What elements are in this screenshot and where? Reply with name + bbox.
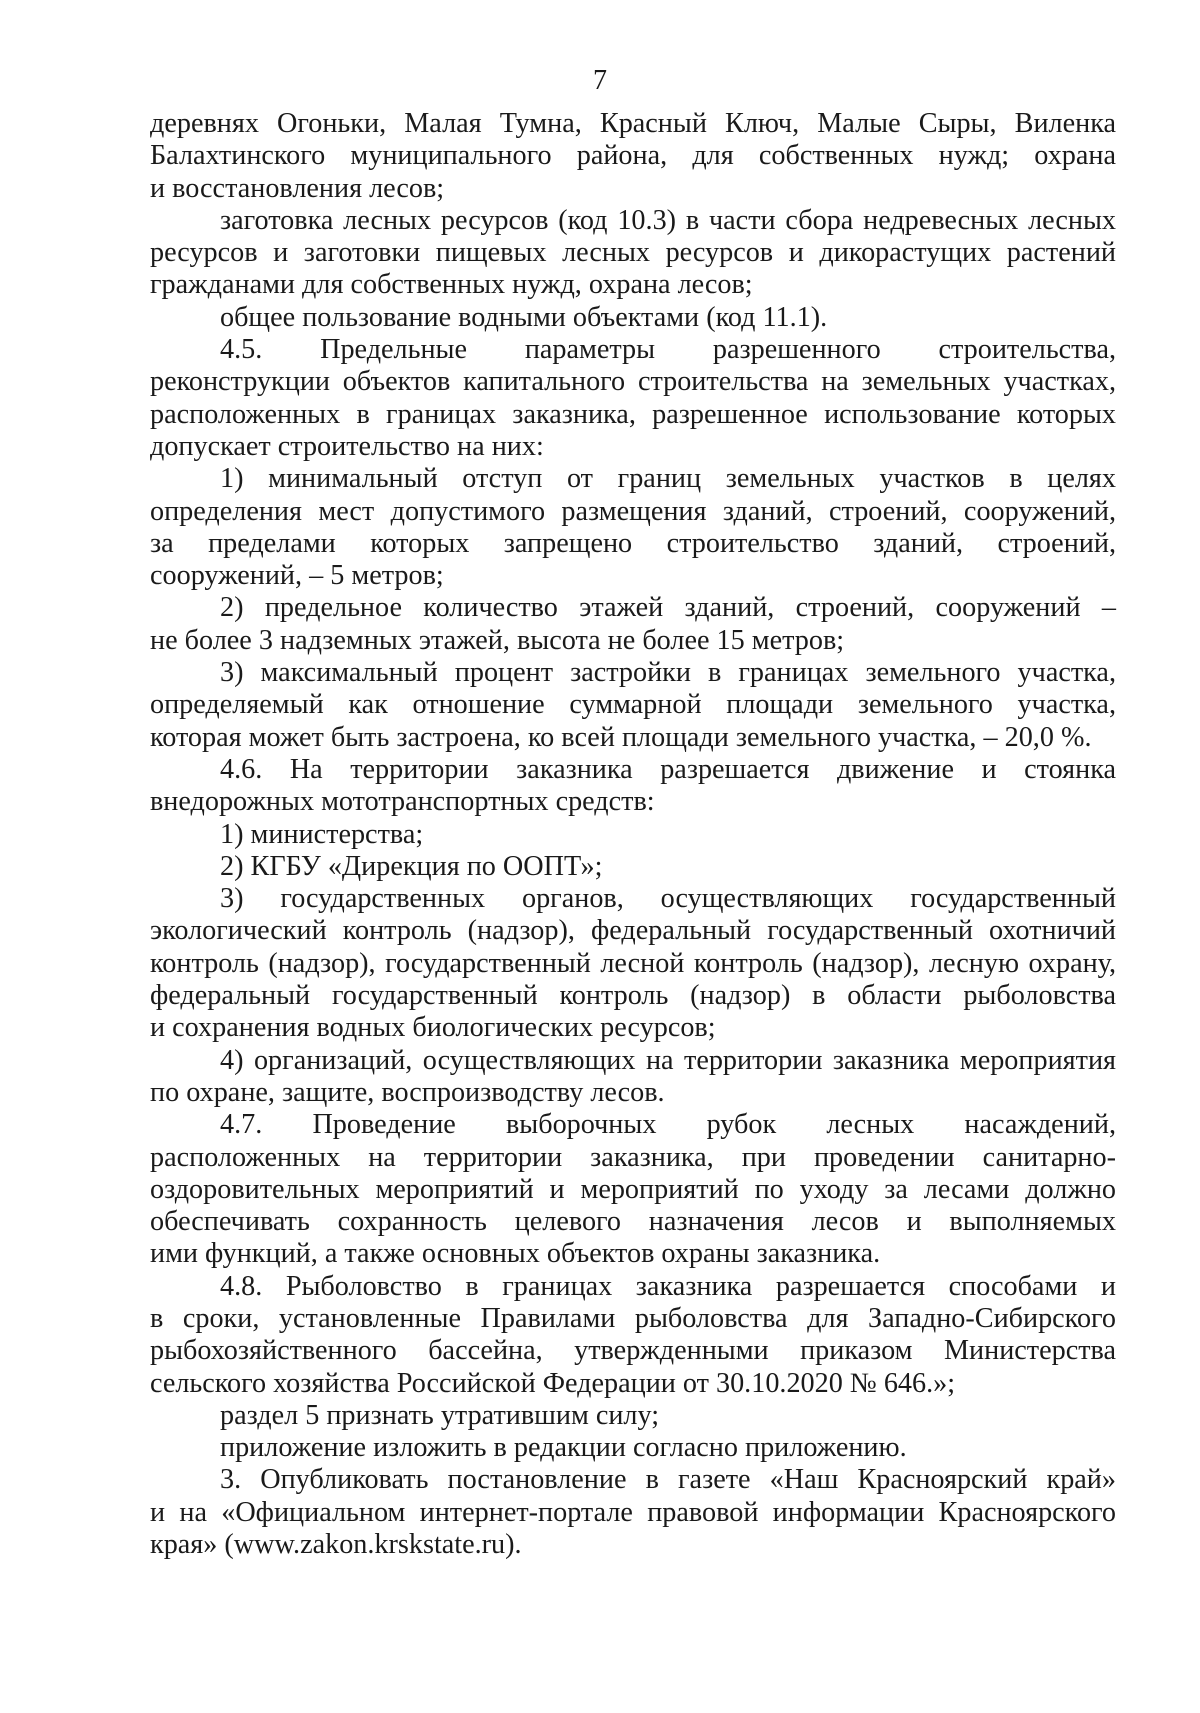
text-line: заготовка лесных ресурсов (код 10.3) в части сбора недревесных лесных xyxy=(220,204,1116,236)
text-line: гражданами для собственных нужд, охрана лесов; xyxy=(150,269,753,301)
text-line: сельского хозяйства Российской Федерации от 30.10.2020 № 646.»; xyxy=(150,1367,956,1399)
text-line: федеральный государственный контроль (надзор) в области рыболовства xyxy=(150,980,1116,1012)
text-line: ими функций, а также основных объектов охраны заказника. xyxy=(150,1238,881,1270)
text-line: 4.7. Проведение выборочных рубок лесных насаждений, xyxy=(220,1109,1116,1141)
text-line: контроль (надзор), государственный лесной контроль (надзор), лесную охрану, xyxy=(150,947,1116,979)
text-line: расположенных в границах заказника, разрешенное использование которых xyxy=(150,398,1116,430)
text-line: оздоровительных мероприятий и мероприятий по уходу за лесами должно xyxy=(150,1173,1116,1205)
text-line: 1) министерства; xyxy=(220,818,424,850)
text-line: определяемый как отношение суммарной площади земельного участка, xyxy=(150,689,1116,721)
text-line: приложение изложить в редакции согласно приложению. xyxy=(220,1432,907,1464)
text-line: 3. Опубликовать постановление в газете «Наш Красноярский край» xyxy=(220,1464,1116,1496)
text-line: реконструкции объектов капитального строительства на земельных участках, xyxy=(150,366,1116,398)
text-line: по охране, защите, воспроизводству лесов. xyxy=(150,1076,665,1108)
text-line: ресурсов и заготовки пищевых лесных ресурсов и дикорастущих растений xyxy=(150,237,1116,269)
text-line: допускает строительство на них: xyxy=(150,430,544,462)
text-line: расположенных на территории заказника, при проведении санитарно- xyxy=(150,1141,1116,1173)
text-line: деревнях Огоньки, Малая Тумна, Красный Ключ, Малые Сыры, Виленка xyxy=(150,108,1116,139)
text-line: 3) максимальный процент застройки в границах земельного участка, xyxy=(220,657,1116,689)
text-line: в сроки, установленные Правилами рыболовства для Западно-Сибирского xyxy=(150,1302,1116,1334)
page-number: 7 xyxy=(593,65,607,96)
text-line: 4.8. Рыболовство в границах заказника разрешается способами и xyxy=(220,1270,1116,1302)
text-line: 4.6. На территории заказника разрешается движение и стоянка xyxy=(220,753,1116,785)
text-line: обеспечивать сохранность целевого назначения лесов и выполняемых xyxy=(150,1206,1116,1238)
text-line: и на «Официальном интернет-портале правовой информации Красноярского xyxy=(150,1496,1116,1528)
text-line: раздел 5 признать утратившим силу; xyxy=(220,1399,660,1431)
text-line: 1) минимальный отступ от границ земельных участков в целях xyxy=(220,463,1116,495)
text-line: 2) предельное количество этажей зданий, строений, сооружений – xyxy=(220,592,1116,624)
text-line: и восстановления лесов; xyxy=(150,172,445,204)
text-line: края» (www.zakon.krskstate.ru). xyxy=(150,1529,522,1561)
text-line: 3) государственных органов, осуществляющих государственный xyxy=(220,883,1116,915)
text-line: и сохранения водных биологических ресурсов; xyxy=(150,1012,716,1044)
text-line: определения мест допустимого размещения зданий, строений, сооружений, xyxy=(150,495,1116,527)
text-line: которая может быть застроена, ко всей площади земельного участка, – 20,0 %. xyxy=(150,721,1092,753)
text-line: 4.5. Предельные параметры разрешенного строительства, xyxy=(220,334,1116,366)
text-line: экологический контроль (надзор), федеральный государственный охотничий xyxy=(150,915,1116,947)
text-line: за пределами которых запрещено строительство зданий, строений, xyxy=(150,527,1116,559)
text-line: 4) организаций, осуществляющих на территории заказника мероприятия xyxy=(220,1044,1116,1076)
text-line: сооружений, – 5 метров; xyxy=(150,560,444,592)
text-line: внедорожных мототранспортных средств: xyxy=(150,786,655,818)
text-line: 2) КГБУ «Дирекция по ООПТ»; xyxy=(220,850,603,882)
text-line: Балахтинского муниципального района, для собственных нужд; охрана xyxy=(150,140,1116,172)
document-body xyxy=(150,108,1116,1561)
text-line: общее пользование водными объектами (код 11.1). xyxy=(220,301,828,333)
text-line: не более 3 надземных этажей, высота не более 15 метров; xyxy=(150,624,845,656)
text-line: рыбохозяйственного бассейна, утвержденными приказом Министерства xyxy=(150,1335,1116,1367)
